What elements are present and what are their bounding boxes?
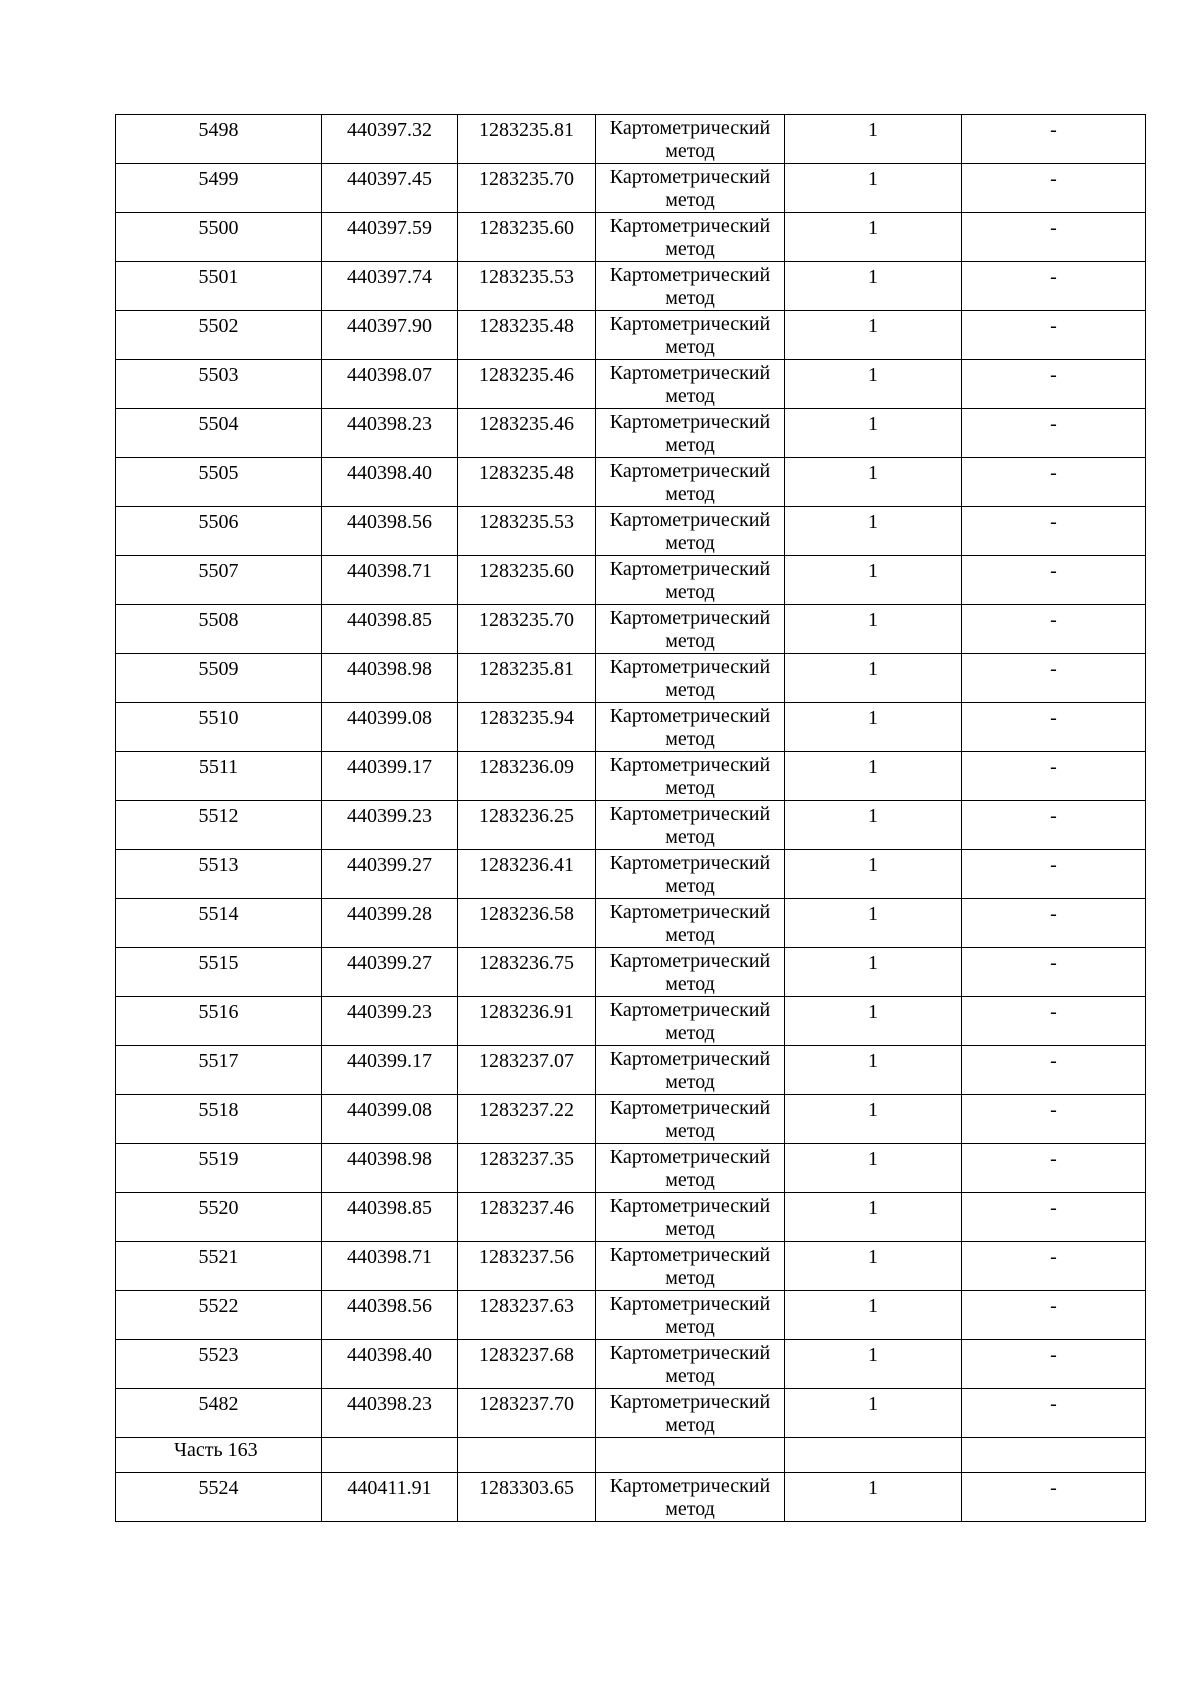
y-coordinate-cell: 1283237.70 bbox=[458, 1389, 596, 1438]
point-number-cell: 5507 bbox=[116, 556, 322, 605]
table-row bbox=[116, 360, 1146, 409]
y-coordinate-cell: 1283235.81 bbox=[458, 115, 596, 164]
table-row bbox=[116, 311, 1146, 360]
table-row bbox=[116, 1242, 1146, 1291]
method-cell: Картометрический метод bbox=[596, 605, 785, 654]
note-cell: - bbox=[962, 311, 1146, 360]
table-row bbox=[116, 1291, 1146, 1340]
coordinates-table bbox=[115, 114, 1146, 1522]
note-cell: - bbox=[962, 409, 1146, 458]
table-body bbox=[116, 115, 1146, 1522]
x-coordinate-cell: 440398.98 bbox=[322, 654, 458, 703]
point-number-cell: 5512 bbox=[116, 801, 322, 850]
note-cell: - bbox=[962, 1340, 1146, 1389]
y-coordinate-cell: 1283237.68 bbox=[458, 1340, 596, 1389]
note-cell: - bbox=[962, 1046, 1146, 1095]
y-coordinate-cell: 1283236.25 bbox=[458, 801, 596, 850]
section-label: Часть 163 bbox=[116, 1438, 322, 1473]
x-coordinate-cell: 440398.07 bbox=[322, 360, 458, 409]
table-row bbox=[116, 164, 1146, 213]
point-number-cell: 5520 bbox=[116, 1193, 322, 1242]
table-row bbox=[116, 115, 1146, 164]
y-coordinate-cell: 1283235.46 bbox=[458, 360, 596, 409]
table-row bbox=[116, 605, 1146, 654]
method-cell: Картометрический метод bbox=[596, 262, 785, 311]
accuracy-cell: 1 bbox=[785, 1144, 962, 1193]
point-number-cell: 5516 bbox=[116, 997, 322, 1046]
table-row bbox=[116, 1389, 1146, 1438]
x-coordinate-cell: 440399.23 bbox=[322, 801, 458, 850]
accuracy-cell: 1 bbox=[785, 262, 962, 311]
x-coordinate-cell: 440397.32 bbox=[322, 115, 458, 164]
note-cell: - bbox=[962, 507, 1146, 556]
x-coordinate-cell: 440397.74 bbox=[322, 262, 458, 311]
method-cell: Картометрический метод bbox=[596, 556, 785, 605]
x-coordinate-cell: 440397.45 bbox=[322, 164, 458, 213]
accuracy-cell: 1 bbox=[785, 311, 962, 360]
method-cell: Картометрический метод bbox=[596, 409, 785, 458]
accuracy-cell: 1 bbox=[785, 458, 962, 507]
empty-cell bbox=[596, 1438, 785, 1473]
table-row bbox=[116, 801, 1146, 850]
note-cell: - bbox=[962, 458, 1146, 507]
y-coordinate-cell: 1283235.60 bbox=[458, 556, 596, 605]
section-header-row bbox=[116, 1438, 1146, 1473]
note-cell: - bbox=[962, 262, 1146, 311]
y-coordinate-cell: 1283235.48 bbox=[458, 311, 596, 360]
method-cell: Картометрический метод bbox=[596, 164, 785, 213]
accuracy-cell: 1 bbox=[785, 1473, 962, 1522]
method-cell: Картометрический метод bbox=[596, 213, 785, 262]
point-number-cell: 5515 bbox=[116, 948, 322, 997]
accuracy-cell: 1 bbox=[785, 850, 962, 899]
note-cell: - bbox=[962, 605, 1146, 654]
method-cell: Картометрический метод bbox=[596, 703, 785, 752]
table-row bbox=[116, 948, 1146, 997]
x-coordinate-cell: 440399.27 bbox=[322, 850, 458, 899]
table-row bbox=[116, 409, 1146, 458]
table-row bbox=[116, 654, 1146, 703]
accuracy-cell: 1 bbox=[785, 654, 962, 703]
method-cell: Картометрический метод bbox=[596, 1242, 785, 1291]
y-coordinate-cell: 1283235.94 bbox=[458, 703, 596, 752]
point-number-cell: 5501 bbox=[116, 262, 322, 311]
table-row bbox=[116, 556, 1146, 605]
note-cell: - bbox=[962, 1193, 1146, 1242]
point-number-cell: 5505 bbox=[116, 458, 322, 507]
point-number-cell: 5524 bbox=[116, 1473, 322, 1522]
method-cell: Картометрический метод bbox=[596, 507, 785, 556]
table-row bbox=[116, 1095, 1146, 1144]
table-row bbox=[116, 703, 1146, 752]
x-coordinate-cell: 440398.56 bbox=[322, 1291, 458, 1340]
x-coordinate-cell: 440399.27 bbox=[322, 948, 458, 997]
x-coordinate-cell: 440399.23 bbox=[322, 997, 458, 1046]
point-number-cell: 5514 bbox=[116, 899, 322, 948]
accuracy-cell: 1 bbox=[785, 997, 962, 1046]
accuracy-cell: 1 bbox=[785, 1095, 962, 1144]
note-cell: - bbox=[962, 899, 1146, 948]
table-row bbox=[116, 899, 1146, 948]
x-coordinate-cell: 440399.28 bbox=[322, 899, 458, 948]
y-coordinate-cell: 1283303.65 bbox=[458, 1473, 596, 1522]
table-row bbox=[116, 262, 1146, 311]
y-coordinate-cell: 1283237.07 bbox=[458, 1046, 596, 1095]
x-coordinate-cell: 440398.71 bbox=[322, 1242, 458, 1291]
y-coordinate-cell: 1283236.58 bbox=[458, 899, 596, 948]
method-cell: Картометрический метод bbox=[596, 1291, 785, 1340]
method-cell: Картометрический метод bbox=[596, 1473, 785, 1522]
method-cell: Картометрический метод bbox=[596, 1046, 785, 1095]
x-coordinate-cell: 440398.56 bbox=[322, 507, 458, 556]
table-row bbox=[116, 1193, 1146, 1242]
accuracy-cell: 1 bbox=[785, 409, 962, 458]
y-coordinate-cell: 1283235.70 bbox=[458, 605, 596, 654]
point-number-cell: 5500 bbox=[116, 213, 322, 262]
y-coordinate-cell: 1283237.46 bbox=[458, 1193, 596, 1242]
accuracy-cell: 1 bbox=[785, 605, 962, 654]
empty-cell bbox=[785, 1438, 962, 1473]
note-cell: - bbox=[962, 1473, 1146, 1522]
x-coordinate-cell: 440397.59 bbox=[322, 213, 458, 262]
accuracy-cell: 1 bbox=[785, 1389, 962, 1438]
y-coordinate-cell: 1283235.53 bbox=[458, 262, 596, 311]
method-cell: Картометрический метод bbox=[596, 1193, 785, 1242]
accuracy-cell: 1 bbox=[785, 1242, 962, 1291]
note-cell: - bbox=[962, 1291, 1146, 1340]
note-cell: - bbox=[962, 556, 1146, 605]
y-coordinate-cell: 1283235.46 bbox=[458, 409, 596, 458]
method-cell: Картометрический метод bbox=[596, 115, 785, 164]
note-cell: - bbox=[962, 1242, 1146, 1291]
y-coordinate-cell: 1283237.22 bbox=[458, 1095, 596, 1144]
accuracy-cell: 1 bbox=[785, 948, 962, 997]
note-cell: - bbox=[962, 654, 1146, 703]
point-number-cell: 5499 bbox=[116, 164, 322, 213]
table-row bbox=[116, 1340, 1146, 1389]
accuracy-cell: 1 bbox=[785, 899, 962, 948]
note-cell: - bbox=[962, 115, 1146, 164]
method-cell: Картометрический метод bbox=[596, 311, 785, 360]
point-number-cell: 5521 bbox=[116, 1242, 322, 1291]
accuracy-cell: 1 bbox=[785, 213, 962, 262]
method-cell: Картометрический метод bbox=[596, 899, 785, 948]
x-coordinate-cell: 440399.17 bbox=[322, 752, 458, 801]
x-coordinate-cell: 440399.08 bbox=[322, 703, 458, 752]
x-coordinate-cell: 440398.85 bbox=[322, 1193, 458, 1242]
method-cell: Картометрический метод bbox=[596, 850, 785, 899]
empty-cell bbox=[458, 1438, 596, 1473]
note-cell: - bbox=[962, 948, 1146, 997]
note-cell: - bbox=[962, 1095, 1146, 1144]
method-cell: Картометрический метод bbox=[596, 1144, 785, 1193]
table-row bbox=[116, 752, 1146, 801]
method-cell: Картометрический метод bbox=[596, 458, 785, 507]
accuracy-cell: 1 bbox=[785, 703, 962, 752]
accuracy-cell: 1 bbox=[785, 1046, 962, 1095]
y-coordinate-cell: 1283236.91 bbox=[458, 997, 596, 1046]
method-cell: Картометрический метод bbox=[596, 1095, 785, 1144]
accuracy-cell: 1 bbox=[785, 752, 962, 801]
x-coordinate-cell: 440398.23 bbox=[322, 409, 458, 458]
note-cell: - bbox=[962, 213, 1146, 262]
x-coordinate-cell: 440398.40 bbox=[322, 1340, 458, 1389]
note-cell: - bbox=[962, 360, 1146, 409]
y-coordinate-cell: 1283236.75 bbox=[458, 948, 596, 997]
point-number-cell: 5502 bbox=[116, 311, 322, 360]
x-coordinate-cell: 440398.71 bbox=[322, 556, 458, 605]
note-cell: - bbox=[962, 801, 1146, 850]
method-cell: Картометрический метод bbox=[596, 360, 785, 409]
accuracy-cell: 1 bbox=[785, 1193, 962, 1242]
note-cell: - bbox=[962, 997, 1146, 1046]
point-number-cell: 5513 bbox=[116, 850, 322, 899]
point-number-cell: 5482 bbox=[116, 1389, 322, 1438]
point-number-cell: 5504 bbox=[116, 409, 322, 458]
method-cell: Картометрический метод bbox=[596, 801, 785, 850]
x-coordinate-cell: 440398.40 bbox=[322, 458, 458, 507]
point-number-cell: 5506 bbox=[116, 507, 322, 556]
method-cell: Картометрический метод bbox=[596, 997, 785, 1046]
x-coordinate-cell: 440411.91 bbox=[322, 1473, 458, 1522]
y-coordinate-cell: 1283237.63 bbox=[458, 1291, 596, 1340]
table-row bbox=[116, 507, 1146, 556]
point-number-cell: 5508 bbox=[116, 605, 322, 654]
accuracy-cell: 1 bbox=[785, 556, 962, 605]
table-row bbox=[116, 213, 1146, 262]
y-coordinate-cell: 1283235.48 bbox=[458, 458, 596, 507]
accuracy-cell: 1 bbox=[785, 164, 962, 213]
table-row bbox=[116, 458, 1146, 507]
point-number-cell: 5518 bbox=[116, 1095, 322, 1144]
table-row bbox=[116, 1144, 1146, 1193]
table-row bbox=[116, 1046, 1146, 1095]
x-coordinate-cell: 440399.08 bbox=[322, 1095, 458, 1144]
table-row bbox=[116, 1473, 1146, 1522]
y-coordinate-cell: 1283236.09 bbox=[458, 752, 596, 801]
y-coordinate-cell: 1283235.70 bbox=[458, 164, 596, 213]
note-cell: - bbox=[962, 1144, 1146, 1193]
point-number-cell: 5522 bbox=[116, 1291, 322, 1340]
method-cell: Картометрический метод bbox=[596, 1340, 785, 1389]
point-number-cell: 5519 bbox=[116, 1144, 322, 1193]
note-cell: - bbox=[962, 1389, 1146, 1438]
table-row bbox=[116, 850, 1146, 899]
method-cell: Картометрический метод bbox=[596, 948, 785, 997]
empty-cell bbox=[962, 1438, 1146, 1473]
x-coordinate-cell: 440398.85 bbox=[322, 605, 458, 654]
accuracy-cell: 1 bbox=[785, 507, 962, 556]
point-number-cell: 5511 bbox=[116, 752, 322, 801]
accuracy-cell: 1 bbox=[785, 1340, 962, 1389]
accuracy-cell: 1 bbox=[785, 360, 962, 409]
x-coordinate-cell: 440397.90 bbox=[322, 311, 458, 360]
point-number-cell: 5510 bbox=[116, 703, 322, 752]
accuracy-cell: 1 bbox=[785, 1291, 962, 1340]
note-cell: - bbox=[962, 850, 1146, 899]
note-cell: - bbox=[962, 752, 1146, 801]
y-coordinate-cell: 1283236.41 bbox=[458, 850, 596, 899]
y-coordinate-cell: 1283237.56 bbox=[458, 1242, 596, 1291]
y-coordinate-cell: 1283235.53 bbox=[458, 507, 596, 556]
y-coordinate-cell: 1283235.60 bbox=[458, 213, 596, 262]
note-cell: - bbox=[962, 164, 1146, 213]
empty-cell bbox=[322, 1438, 458, 1473]
method-cell: Картометрический метод bbox=[596, 654, 785, 703]
point-number-cell: 5503 bbox=[116, 360, 322, 409]
x-coordinate-cell: 440398.23 bbox=[322, 1389, 458, 1438]
note-cell: - bbox=[962, 703, 1146, 752]
accuracy-cell: 1 bbox=[785, 801, 962, 850]
method-cell: Картометрический метод bbox=[596, 752, 785, 801]
point-number-cell: 5498 bbox=[116, 115, 322, 164]
accuracy-cell: 1 bbox=[785, 115, 962, 164]
method-cell: Картометрический метод bbox=[596, 1389, 785, 1438]
x-coordinate-cell: 440398.98 bbox=[322, 1144, 458, 1193]
table-row bbox=[116, 997, 1146, 1046]
x-coordinate-cell: 440399.17 bbox=[322, 1046, 458, 1095]
point-number-cell: 5509 bbox=[116, 654, 322, 703]
y-coordinate-cell: 1283237.35 bbox=[458, 1144, 596, 1193]
y-coordinate-cell: 1283235.81 bbox=[458, 654, 596, 703]
point-number-cell: 5517 bbox=[116, 1046, 322, 1095]
point-number-cell: 5523 bbox=[116, 1340, 322, 1389]
